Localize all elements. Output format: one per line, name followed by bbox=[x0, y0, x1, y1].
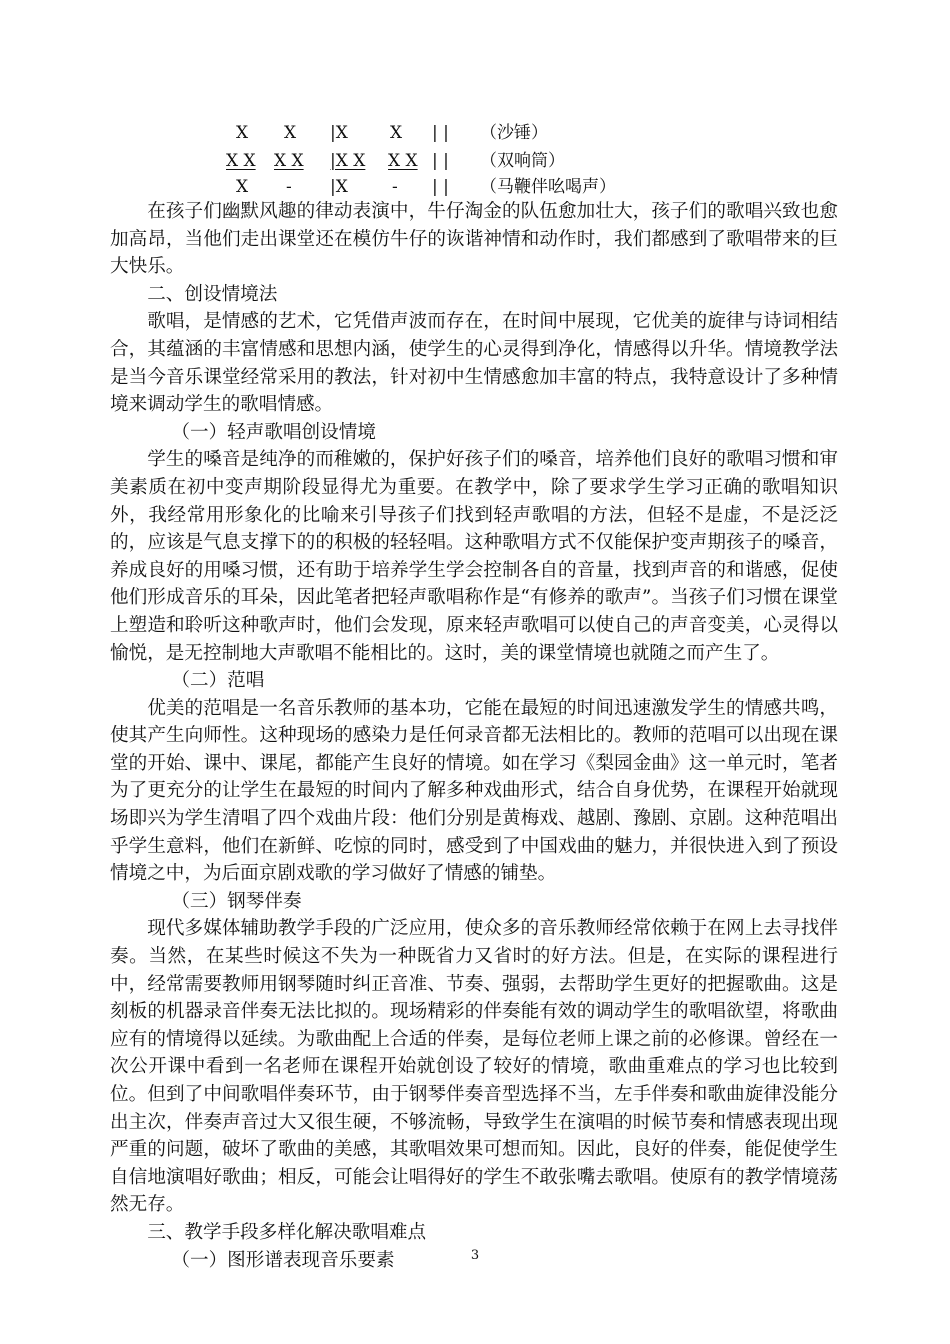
subsection-heading: （二）范唱 bbox=[171, 670, 265, 692]
rhythm-notation bbox=[0, 0, 950, 197]
rhythm-cell: - bbox=[286, 177, 292, 197]
rhythm-cell: |X bbox=[330, 177, 348, 197]
rhythm-row-maracas bbox=[0, 120, 548, 146]
rhythm-cell: |X X bbox=[330, 151, 366, 171]
paragraph: 优美的范唱是一名音乐教师的基本功，它能在最短的时间迅速激发学生的情感共鸣，使其产生向师性。这种现场的感染力是任何录音都无法相比的。教师的范唱可以出现在课堂的开始、课中、课尾，都能产生良好的情境。如在学习《梨园金曲》这一单元时，笔者为了更充分的让学生在最短的时间内了解多种戏曲形式，结合自身优势，在课程开始就现场即兴为学生清唱了四个戏曲片段：他们分别是黄梅戏、越剧、豫剧、京剧。这种范唱出乎学生意料，他们在新鲜、吃惊的同时，感受到了中国戏曲的魅力，并很快进入到了预设情境之中，为后面京剧戏歌的学习做好了情感的铺垫。 bbox=[110, 697, 838, 885]
rhythm-cell: X X bbox=[226, 151, 256, 171]
paragraph: 在孩子们幽默风趣的律动表演中，牛仔淘金的队伍愈加壮大，孩子们的歌唱兴致也愈加高昂，当他们走出课堂还在模仿牛仔的诙谐神情和动作时，我们都感到了歌唱带来的巨大快乐。 bbox=[110, 201, 838, 278]
section-heading: 三、教学手段多样化解决歌唱难点 bbox=[147, 1221, 427, 1243]
paragraph: 现代多媒体辅助教学手段的广泛应用，使众多的音乐教师经常依赖于在网上去寻找伴奏。当然，在某些时候这不失为一种既省力又省时的好方法。但是，在实际的课程进行中，经常需要教师用钢琴随时纠正音准、节奏、强弱，去帮助学生更好的把握歌曲。这是刻板的机器录音伴奏无法比拟的。现场精彩的伴奏能有效的调动学生的歌唱欲望，将歌曲应有的情境得以延续。为歌曲配上合适的伴奏，是每位老师上课之前的必修课。曾经在一次公开课中看到一名老师在课程开始就创设了较好的情境，歌曲重难点的学习也比较到位。但到了中间歌唱伴奏环节，由于钢琴伴奏音型选择不当，左手伴奏和歌曲旋律没能分出主次，伴奏声音过大又很生硬，不够流畅，导致学生在演唱的时候节奏和情感表现出现严重的问题，破坏了歌曲的美感，其歌唱效果可想而知。因此，良好的伴奏，能促使学生自信地演唱好歌曲；相反，可能会让唱得好的学生不敢张嘴去歌唱。使原有的教学情境荡然无存。 bbox=[110, 918, 838, 1216]
rhythm-label: （沙锤） bbox=[480, 123, 548, 143]
subsection-heading: （三）钢琴伴奏 bbox=[171, 890, 302, 912]
rhythm-cell: - bbox=[392, 177, 398, 197]
paragraph: 学生的嗓音是纯净的而稚嫩的，保护好孩子们的嗓音，培养他们良好的歌唱习惯和审美素质在初中变声期阶段显得尤为重要。在教学中，除了要求学生学习正确的歌唱知识外，我经常用形象化的比喻来引导孩子们找到轻声歌唱的方法，但轻不是虚，不是泛泛的，应该是气息支撑下的的积极的轻轻唱。这种歌唱方式不仅能保护变声期孩子的嗓音，养成良好的用嗓习惯，还有助于培养学生学会控制各自的音量，找到声音的和谐感，促使他们形成音乐的耳朵，因此笔者把轻声歌唱称作是“有修养的歌声”。当孩子们习惯在课堂上塑造和聆听这种歌声时，他们会发现，原来轻声歌唱可以使自己的声音变美，心灵得以愉悦，是无控制地大声歌唱不能相比的。这时，美的课堂情境也就随之而产生了。 bbox=[110, 449, 838, 664]
subsection-heading: （一）图形谱表现音乐要素 bbox=[171, 1249, 395, 1271]
page-number: 3 bbox=[470, 1248, 480, 1263]
rhythm-row-horsewhip bbox=[0, 174, 616, 200]
rhythm-cell: | | bbox=[432, 177, 449, 197]
rhythm-cell: | | bbox=[432, 123, 449, 143]
paragraph: 歌唱，是情感的艺术，它凭借声波而存在，在时间中展现，它优美的旋律与诗词相结合，其蕴涵的丰富情感和思想内涵，使学生的心灵得到净化，情感得以升华。情境教学法是当今音乐课堂经常采用的教法，针对初中生情感愈加丰富的特点，我特意设计了多种情境来调动学生的歌唱情感。 bbox=[110, 311, 838, 416]
rhythm-cell: X bbox=[390, 123, 403, 143]
section-heading: 二、创设情境法 bbox=[147, 283, 278, 305]
rhythm-cell: X bbox=[284, 123, 297, 143]
rhythm-cell: | | bbox=[432, 151, 449, 171]
rhythm-row-wood-block bbox=[0, 148, 565, 174]
rhythm-cell: X bbox=[236, 123, 249, 143]
rhythm-cell: |X bbox=[330, 123, 348, 143]
rhythm-label: （马鞭伴吆喝声） bbox=[480, 177, 616, 197]
subsection-heading: （一）轻声歌唱创设情境 bbox=[171, 421, 376, 443]
rhythm-label: （双响筒） bbox=[480, 151, 565, 171]
rhythm-cell: X X bbox=[388, 151, 418, 171]
article-body bbox=[110, 198, 838, 1274]
rhythm-cell: X X bbox=[274, 151, 304, 171]
rhythm-cell: X bbox=[236, 177, 249, 197]
